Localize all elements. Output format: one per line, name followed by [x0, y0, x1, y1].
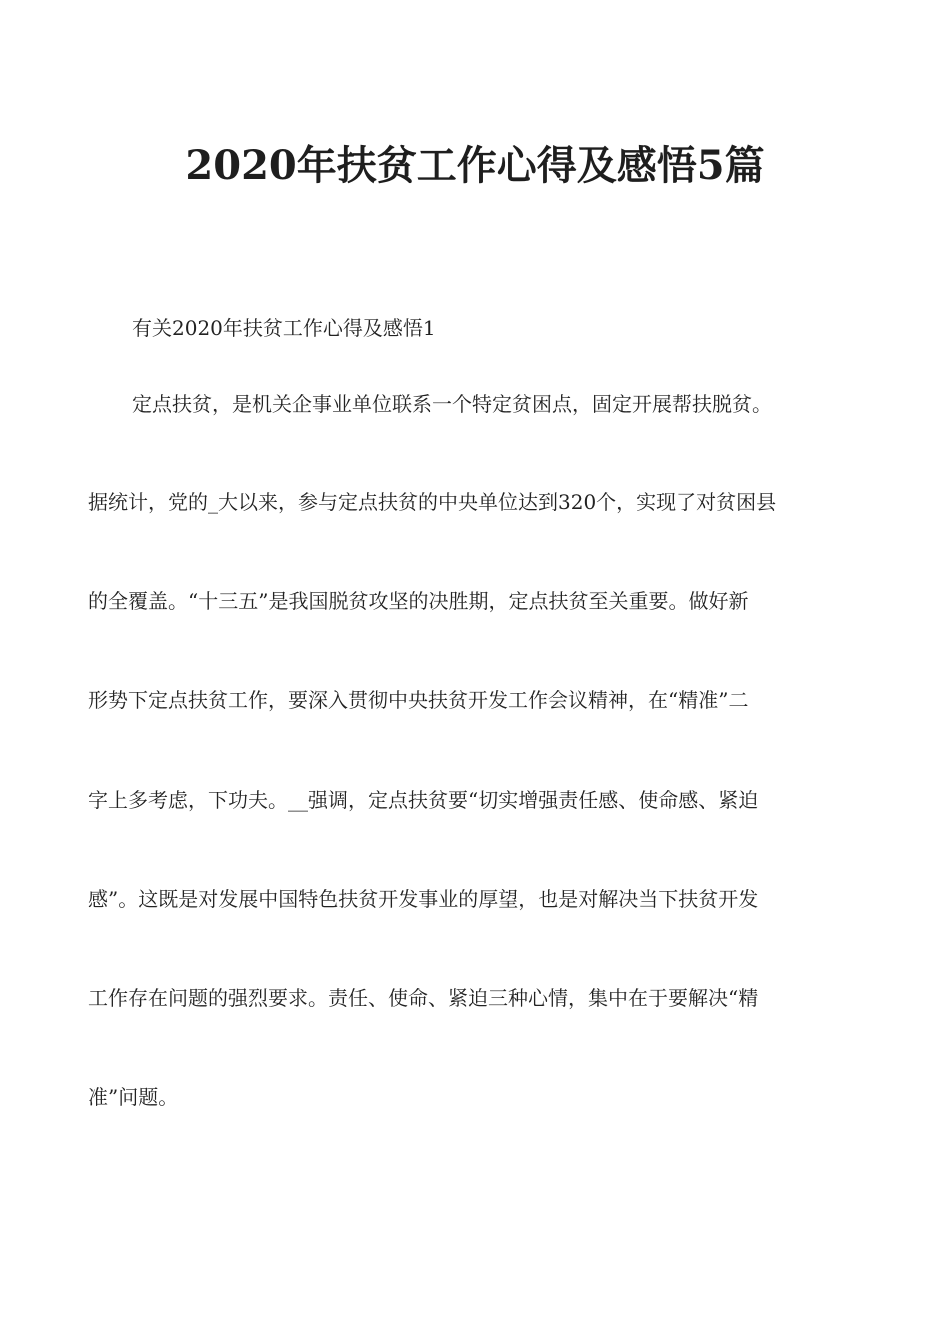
- paragraph-line: 定点扶贫，是机关企事业单位联系一个特定贫困点，固定开展帮扶脱贫。: [132, 392, 772, 416]
- section-heading: 有关2020年扶贫工作心得及感悟1: [132, 316, 436, 340]
- paragraph-line: 据统计，党的_大以来，参与定点扶贫的中央单位达到320个，实现了对贫困县: [88, 490, 777, 514]
- paragraph-line: 准”问题。: [88, 1085, 179, 1109]
- paragraph-line: 形势下定点扶贫工作，要深入贯彻中央扶贫开发工作会议精神，在“精准”二: [88, 688, 749, 712]
- paragraph-line: 感”。这既是对发展中国特色扶贫开发事业的厚望，也是对解决当下扶贫开发: [88, 887, 759, 911]
- document-title: 2020年扶贫工作心得及感悟5篇: [185, 142, 765, 189]
- paragraph-line: 字上多考虑，下功夫。__强调，定点扶贫要“切实增强责任感、使命感、紧迫: [88, 788, 759, 812]
- paragraph-line: 工作存在问题的强烈要求。责任、使命、紧迫三种心情，集中在于要解决“精: [88, 986, 759, 1010]
- paragraph-line: 的全覆盖。“十三五”是我国脱贫攻坚的决胜期，定点扶贫至关重要。做好新: [88, 589, 749, 613]
